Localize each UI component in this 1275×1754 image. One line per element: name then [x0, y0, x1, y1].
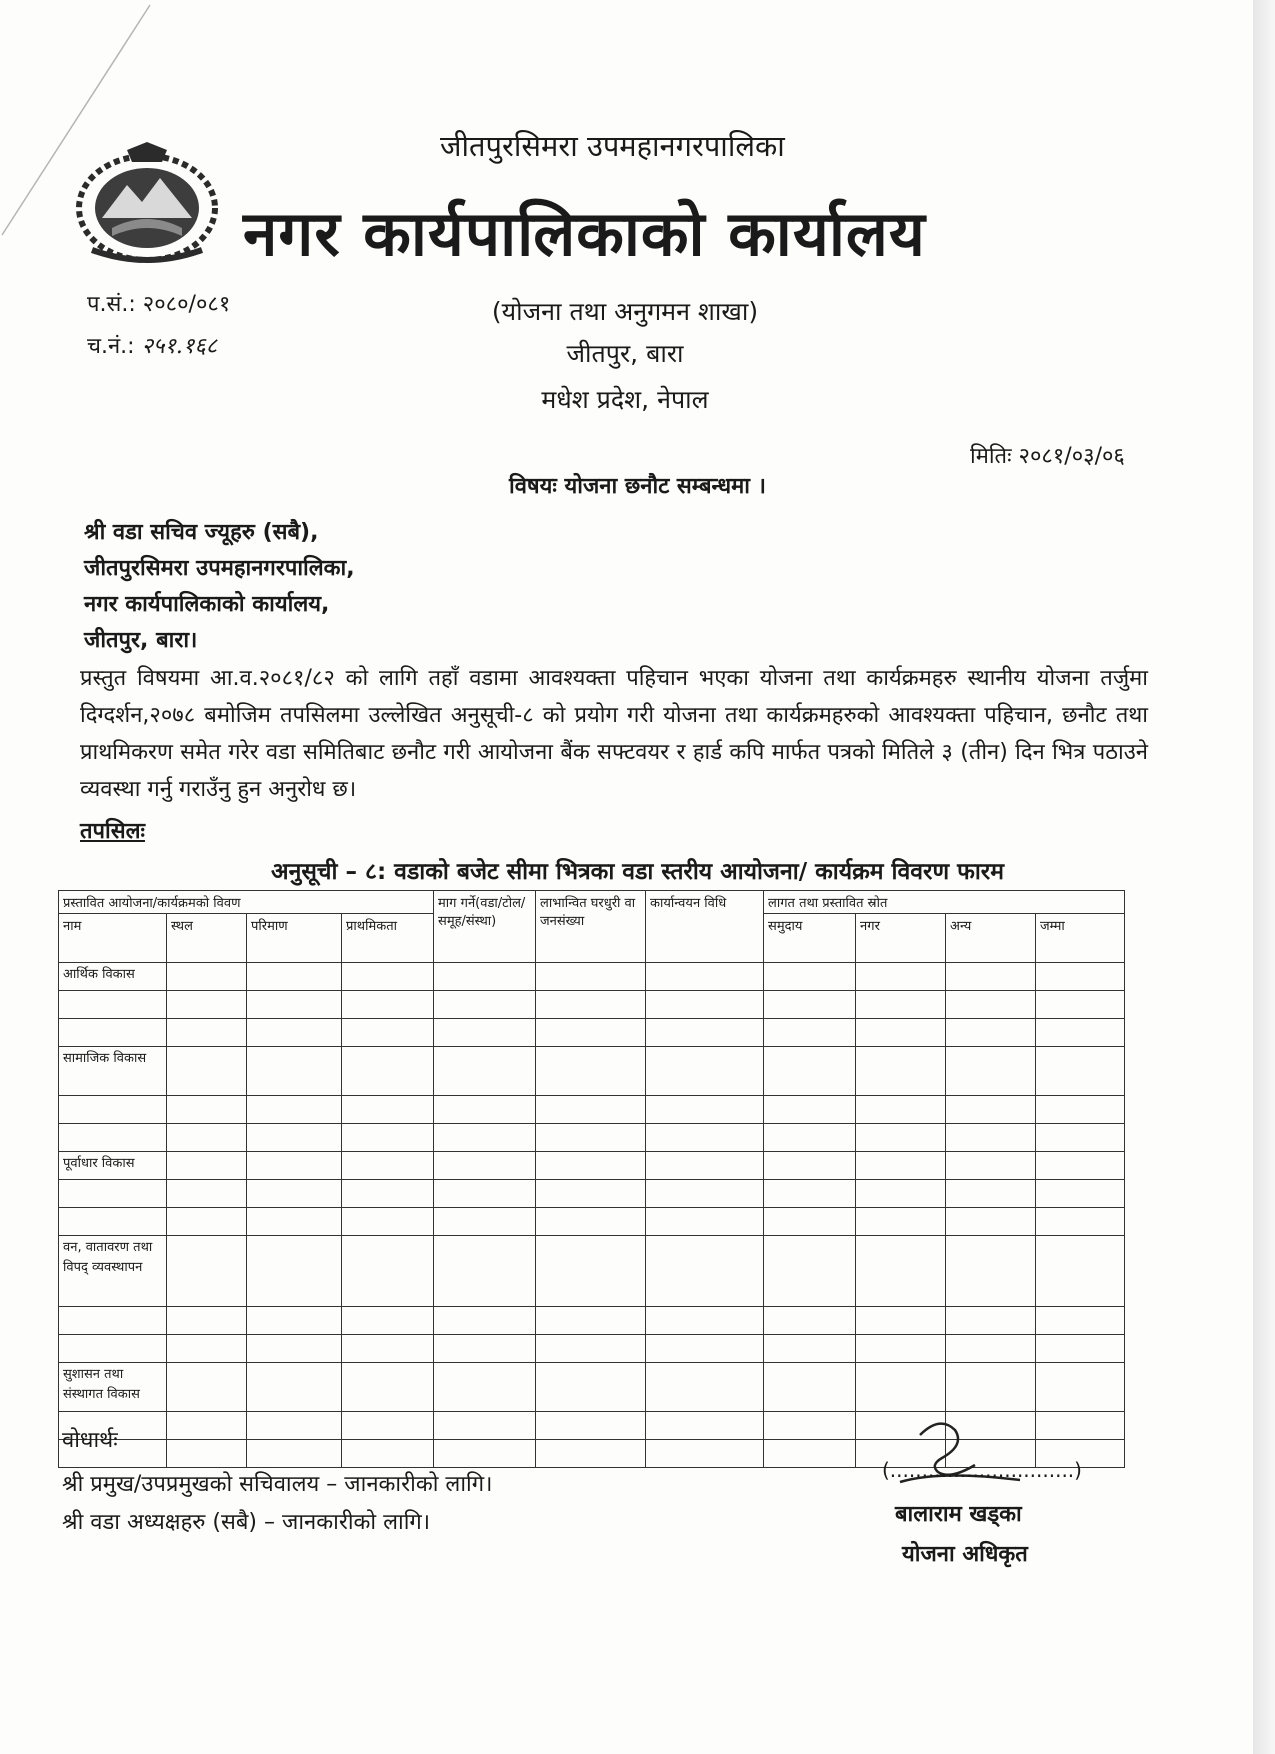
cc-line: श्री प्रमुख/उपप्रमुखको सचिवालय – जानकारीको लागि।: [62, 1472, 493, 1497]
ps-label: प.सं.:: [87, 292, 136, 317]
cn-number: [87, 330, 217, 360]
table-row: [59, 1363, 1125, 1412]
letter-subject: विषयः योजना छनौट सम्बन्धमा ।: [509, 474, 766, 499]
header-total: जम्मा: [1036, 914, 1125, 963]
table-row: [59, 1047, 1125, 1096]
letter-body: [80, 660, 1148, 808]
office-title: नगर कार्यपालिकाको कार्यालय: [243, 197, 926, 270]
table-row: [59, 963, 1125, 991]
addressee-line: जीतपुरसिमरा उपमहानगरपालिका,: [84, 556, 355, 581]
table-row: [59, 1019, 1125, 1047]
signature-icon: [880, 1410, 1060, 1500]
header-community: समुदाय: [764, 914, 856, 963]
table-row: [59, 1152, 1125, 1180]
header-other: अन्य: [946, 914, 1036, 963]
group-header-cost: लागत तथा प्रस्तावित स्रोत: [764, 891, 1125, 914]
cc-label: वोधार्थः: [62, 1428, 118, 1453]
category-economic: आर्थिक विकास: [59, 963, 167, 991]
header-priority: प्राथमिकता: [342, 914, 434, 963]
ps-number: [87, 288, 230, 318]
addressee-line: श्री वडा सचिव ज्यूहरु (सबै),: [84, 520, 319, 545]
signatory-title: योजना अधिकृत: [902, 1542, 1028, 1567]
category-governance: सुशासन तथा संस्थागत विकास: [59, 1363, 167, 1412]
table-row: [59, 1124, 1125, 1152]
cn-label: च.नं.:: [87, 334, 135, 359]
table-row: [59, 1307, 1125, 1335]
table-row: [59, 1096, 1125, 1124]
municipality-name: जीतपुरसिमरा उपमहानगरपालिका: [440, 129, 785, 163]
signatory-name: बालाराम खड्का: [895, 1502, 1022, 1527]
body-paragraph: प्रस्तुत विषयमा आ.व.२०८१/८२ को लागि तहाँ वडामा आवश्यक्ता पहिचान भएका योजना तथा कार्यक्रमहरु स्थानीय योजना तर्जुमा दिग्दर्शन,२०७८ बमोजिम तपसिलमा उल्लेखित अनुसूची-८ को प्रयोग गरी योजना तथा कार्यक्रमहरुको आवश्यक्ता पहिचान, छनौट तथा प्राथमिकरण समेत गरेर वडा समितिबाट छनौट गरी आयोजना बैंक सफ्टवयर र हार्ड कपि मार्फत पत्रको मितिले ३ (तीन) दिन भित्र पठाउने व्यवस्था गर्नु गराउँनु हुन अनुरोध छ।: [80, 666, 1148, 802]
header-place: स्थल: [167, 914, 247, 963]
tapsil-heading: तपसिलः: [80, 819, 145, 844]
section-name: (योजना तथा अनुगमन शाखा): [491, 297, 759, 326]
ps-value: २०८०/०८१: [142, 292, 231, 317]
header-name: नाम: [59, 914, 167, 963]
annex-title: अनुसूची – ८: वडाको बजेट सीमा भित्रका वडा स्तरीय आयोजना/ कार्यक्रम विवरण फारम: [271, 859, 1004, 885]
header-quantity: परिमाण: [247, 914, 342, 963]
letter-date: मितिः २०८१/०३/०६: [970, 444, 1125, 469]
nepal-emblem-icon: [72, 140, 222, 265]
header-beneficiary: लाभान्वित घरधुरी वा जनसंख्या: [536, 891, 646, 963]
category-environment: वन, वातावरण तथा विपद् व्यवस्थापन: [59, 1236, 167, 1307]
table-row: [59, 1335, 1125, 1363]
category-infrastructure: पूर्वाधार विकास: [59, 1152, 167, 1180]
addressee-line: नगर कार्यपालिकाको कार्यालय,: [84, 592, 330, 617]
header-municipal: नगर: [856, 914, 946, 963]
table-row: [59, 991, 1125, 1019]
cc-line: श्री वडा अध्यक्षहरु (सबै) – जानकारीको लागि।: [62, 1510, 431, 1535]
category-social: सामाजिक विकास: [59, 1047, 167, 1096]
table-row: [59, 1180, 1125, 1208]
addressee-line: जीतपुर, बारा।: [84, 628, 198, 653]
table-row: [59, 1208, 1125, 1236]
group-header-proposed: प्रस्तावित आयोजना/कार्यक्रमको विवण: [59, 891, 434, 914]
table-row: [59, 1236, 1125, 1307]
signature-line: (.............................): [882, 1458, 1082, 1482]
office-city: जीतपुर, बारा: [566, 339, 684, 368]
header-demand: माग गर्ने(वडा/टोल/ समूह/संस्था): [434, 891, 536, 963]
project-form-table: [58, 890, 1125, 1468]
header-method: कार्यान्वयन विधि: [646, 891, 764, 963]
office-province: मधेश प्रदेश, नेपाल: [541, 385, 709, 414]
cn-value: २५१.१६८: [141, 334, 218, 359]
